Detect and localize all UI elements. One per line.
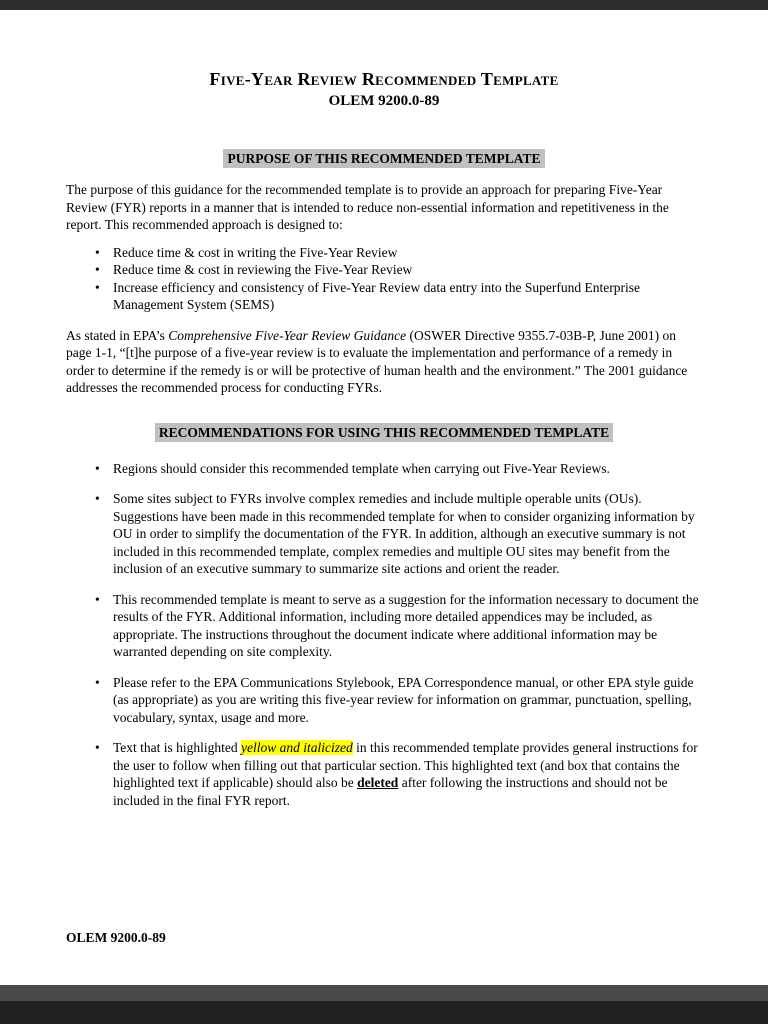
guidance-text-pre: As stated in EPA’s (66, 327, 169, 343)
bullet-icon: • (95, 460, 100, 476)
list-item-text: Reduce time & cost in reviewing the Five-Year Review (113, 262, 413, 277)
bullet-icon: • (95, 740, 100, 755)
list-item (95, 674, 702, 727)
guidance-text-post: (OSWER Directive 9355.7-03B-P, June 2001) on page 1-1, “[t]he purpose of a five-year review is to evaluate the implementation and performance of a remedy in order to determine if the remedy is or will be protective of human health and the environment.” The 2001 guidance addresses the recommended process for conducting FYRs. (66, 327, 688, 395)
list-item (95, 244, 702, 262)
bullet-icon: • (95, 279, 100, 295)
viewer-bottom-bar-dark-band (0, 1001, 768, 1024)
recommendations-bullet-list (66, 460, 702, 810)
list-item-text: Some sites subject to FYRs involve complex remedies and include multiple operable units (OUs). Suggestions have been made in this recommended template for when to consider organizing information by OU in order to simplify the documentation of the FYR. In addition, although an executive summary is not included in this recommended template, complex remedies and multiple OU sites may benefit from the inclusion of an executive summary to summarize site actions and orient the reader. (113, 491, 695, 576)
list-item (95, 739, 702, 809)
recommendations-section-heading-row (66, 423, 702, 442)
list-item-rich-text (113, 739, 702, 809)
viewer-bottom-bar (0, 985, 768, 1024)
document-footer: OLEM 9200.0-89 (66, 930, 166, 945)
list-item (95, 460, 702, 478)
deleted-emphasis-text: deleted (357, 775, 399, 790)
instruction-text-pre: Text that is highlighted (113, 740, 242, 755)
bullet-icon: • (95, 674, 100, 690)
purpose-intro-paragraph: The purpose of this guidance for the recommended template is to provide an approach for preparing Five-Year Review (FYR) reports in a manner that is intended to reduce non-essential information and repetitiveness in the report. This recommended approach is designed to: (66, 182, 669, 232)
document-subtitle: OLEM 9200.0-89 (328, 93, 440, 109)
viewer-top-bar (0, 0, 768, 10)
list-item (95, 279, 702, 314)
list-item-text: Increase efficiency and consistency of Five-Year Review data entry into the Superfund Enterprise Management System (SEMS) (113, 279, 640, 312)
purpose-section-heading: PURPOSE OF THIS RECOMMENDED TEMPLATE (223, 149, 544, 168)
bullet-icon: • (95, 244, 100, 260)
purpose-bullet-list (66, 244, 702, 314)
instruction-text-mid: in this recommended template provides general instructions for the user to follow when filling out that particular section. This highlighted text (and box that contains the highlighted text if applicable) should also be (113, 740, 698, 790)
list-item-text: This recommended template is meant to serve as a suggestion for the information necessary to document the results of the FYR. Additional information, including more detailed appendices may be included, as appropriate. The instructions throughout the document indicate where additional information may be warranted depending on site complexity. (113, 591, 699, 659)
list-item-text: Regions should consider this recommended template when carrying out Five-Year Reviews. (113, 460, 610, 476)
bullet-icon: • (95, 491, 100, 506)
bullet-icon: • (95, 262, 100, 277)
list-item-text: Reduce time & cost in writing the Five-Year Review (113, 244, 398, 260)
document-page (0, 10, 768, 985)
list-item-text: Please refer to the EPA Communications Stylebook, EPA Correspondence manual, or other EPA style guide (as appropriate) as you are writing this five-year review for information on grammar, punctuation, spelling, vocabulary, syntax, usage and more. (113, 674, 694, 725)
list-item (95, 591, 702, 661)
document-title: Five-Year Review Recommended Template (209, 69, 559, 89)
list-item (95, 261, 702, 279)
recommendations-section-heading: RECOMMENDATIONS FOR USING THIS RECOMMENDED TEMPLATE (155, 423, 613, 442)
instruction-text-post: after following the instructions and should not be included in the final FYR report. (113, 775, 668, 808)
list-item (95, 490, 702, 578)
purpose-section-heading-row (66, 149, 702, 168)
guidance-document-title-italic: Comprehensive Five-Year Review Guidance (168, 327, 407, 343)
guidance-paragraph (66, 327, 702, 397)
bullet-icon: • (95, 591, 100, 607)
yellow-highlighted-text: yellow and italicized (241, 740, 353, 755)
